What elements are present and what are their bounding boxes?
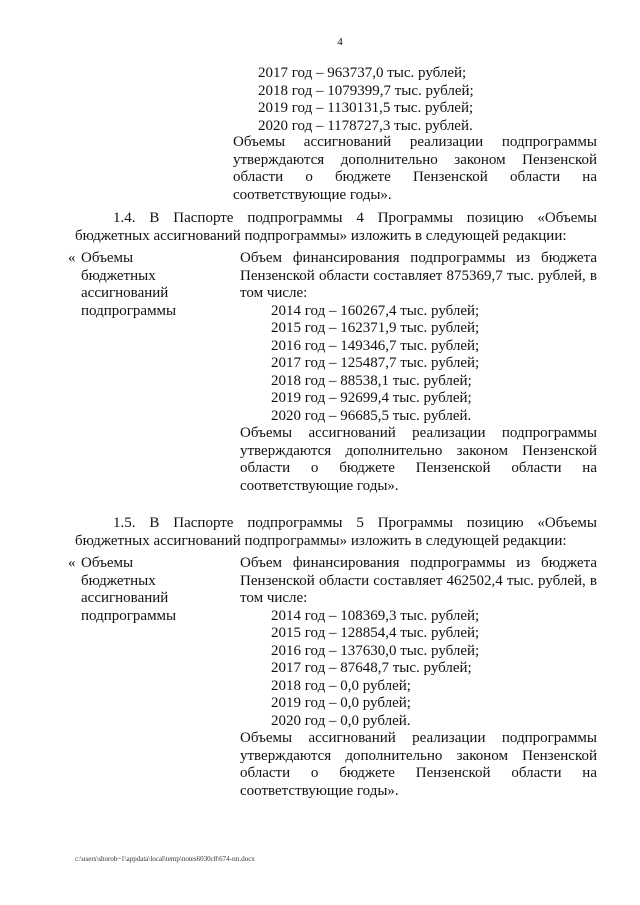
top-years-list — [258, 65, 474, 135]
label-line: Объемы — [81, 250, 134, 266]
opening-quote-mark: « — [68, 555, 76, 571]
section-1-4-paragraph: 1.4. В Паспорте подпрограммы 4 Программы позицию «Объемы бюджетных ассигнований подпрограммы» изложить в следующей редакции: — [75, 210, 597, 244]
label-line: Объемы — [81, 555, 134, 571]
year-line: 2018 год – 0,0 рублей; — [271, 677, 411, 694]
label-line: ассигнований — [81, 590, 169, 606]
years-list — [240, 608, 597, 731]
year-line: 2017 год – 963737,0 тыс. рублей; — [258, 65, 467, 81]
label-line: подпрограммы — [81, 607, 177, 624]
year-line: 2018 год – 88538,1 тыс. рублей; — [271, 372, 472, 389]
year-line: 2020 год – 96685,5 тыс. рублей. — [271, 407, 472, 424]
year-line: 2019 год – 1130131,5 тыс. рублей; — [258, 100, 474, 116]
label-line: ассигнований — [81, 285, 169, 301]
year-line: 2014 год – 160267,4 тыс. рублей; — [271, 302, 480, 319]
section-1-5-paragraph: 1.5. В Паспорте подпрограммы 5 Программы позицию «Объемы бюджетных ассигнований подпрограммы» изложить в следующей редакции: — [75, 515, 597, 549]
year-line: 2017 год – 125487,7 тыс. рублей; — [271, 355, 480, 371]
top-allocation-note: Объемы ассигнований реализации подпрограммы утверждаются дополнительно законом Пензенской области о бюджете Пензенской области на соответствующие годы». — [233, 134, 597, 203]
year-line: 2016 год – 137630,0 тыс. рублей; — [271, 642, 480, 659]
year-line: 2019 год – 0,0 рублей; — [271, 695, 411, 711]
year-line: 2015 год – 128854,4 тыс. рублей; — [271, 625, 480, 641]
year-line: 2020 год – 0,0 рублей. — [271, 712, 411, 729]
label-line: бюджетных — [81, 572, 156, 589]
year-line: 2015 год – 162371,9 тыс. рублей; — [271, 320, 480, 336]
years-list — [240, 303, 597, 426]
section-1-4-content — [240, 250, 597, 495]
page-number: 4 — [337, 36, 343, 48]
year-line: 2018 год – 1079399,7 тыс. рублей; — [258, 82, 474, 99]
label-line: бюджетных — [81, 267, 156, 284]
allocation-note: Объемы ассигнований реализации подпрограммы утверждаются дополнительно законом Пензенской области о бюджете Пензенской области на соответствующие годы». — [240, 425, 597, 494]
opening-quote-mark: « — [68, 250, 76, 266]
section-1-4-label — [68, 250, 176, 320]
allocation-note: Объемы ассигнований реализации подпрограммы утверждаются дополнительно законом Пензенской области о бюджете Пензенской области на соответствующие годы». — [240, 730, 597, 799]
section-1-5-label — [68, 555, 176, 625]
year-line: 2020 год – 1178727,3 тыс. рублей. — [258, 117, 473, 134]
file-path-footer: c:\users\shorob~1\appdata\local\temp\notes6030c8\674-пп.docx — [75, 855, 255, 863]
financing-intro: Объем финансирования подпрограммы из бюджета Пензенской области составляет 462502,4 тыс. рублей, в том числе: — [240, 555, 597, 606]
year-line: 2017 год – 87648,7 тыс. рублей; — [271, 660, 472, 676]
year-line: 2016 год – 149346,7 тыс. рублей; — [271, 337, 480, 354]
section-1-5-content — [240, 555, 597, 800]
label-line: подпрограммы — [81, 302, 177, 319]
year-line: 2019 год – 92699,4 тыс. рублей; — [271, 390, 472, 406]
year-line: 2014 год – 108369,3 тыс. рублей; — [271, 607, 480, 624]
financing-intro: Объем финансирования подпрограммы из бюджета Пензенской области составляет 875369,7 тыс. рублей, в том числе: — [240, 250, 597, 301]
